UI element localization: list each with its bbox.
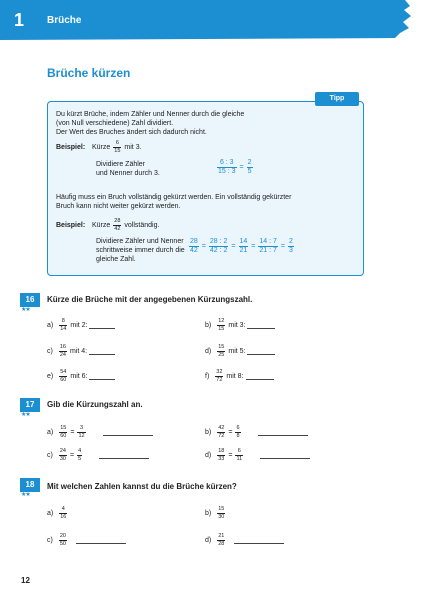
example-2-step-1: Dividiere Zähler und Nenner <box>96 238 184 245</box>
fraction <box>217 448 225 462</box>
fraction-numerator: 18 <box>218 448 225 454</box>
fraction-denominator: 15 : 3 <box>218 168 236 175</box>
fraction-numerator: 15 <box>60 425 67 431</box>
fraction-numerator: 8 <box>59 318 67 326</box>
exercise-16-item <box>205 318 275 332</box>
fraction-numerator: 4 <box>78 448 82 454</box>
fraction-denominator: 21 <box>239 247 248 254</box>
item-instruction: mit 2: <box>70 321 88 329</box>
tip-para-2-line-1: Häufig muss ein Bruch vollständig gekürzt werden. Ein vollständig gekürzter <box>56 194 292 201</box>
exercise-18-item <box>205 506 226 520</box>
fraction <box>77 448 82 462</box>
item-label: a) <box>47 509 54 517</box>
fraction-denominator: 42 <box>114 225 121 232</box>
fraction-numerator: 32 <box>216 369 223 375</box>
example-2-calculation <box>188 238 295 255</box>
item-label: e) <box>47 372 54 380</box>
fraction-numerator: 14 : 7 <box>259 238 277 245</box>
item-label: a) <box>47 321 54 329</box>
example-1-step-2: und Nenner durch 3. <box>96 170 160 177</box>
fraction <box>59 318 67 332</box>
item-label: b) <box>205 509 212 517</box>
example-1-prefix: Kürze <box>92 143 111 151</box>
example-1-result-fraction <box>247 159 253 176</box>
fraction <box>59 369 67 383</box>
fraction-denominator: 60 <box>60 432 67 439</box>
example-1-task <box>92 140 142 154</box>
tip-intro-line-1: Du kürzt Brüche, indem Zähler und Nenner durch die gleiche <box>56 111 245 118</box>
answer-line[interactable] <box>247 321 275 329</box>
fraction-numerator: 28 <box>190 238 198 245</box>
item-label: d) <box>205 536 212 544</box>
exercise-18-title: Mit welchen Zahlen kannst du die Brüche kürzen? <box>47 482 237 491</box>
item-label: d) <box>205 451 212 459</box>
tip-intro-line-3: Der Wert des Bruches ändert sich dadurch nicht. <box>56 129 207 136</box>
fraction-denominator: 50 <box>59 540 66 547</box>
fraction <box>235 425 240 439</box>
fraction-numerator: 14 <box>239 238 248 245</box>
example-2-suffix: vollständig. <box>124 221 160 229</box>
exercise-18-difficulty-stars: ★★ <box>21 492 30 498</box>
exercise-16-item <box>205 344 275 358</box>
exercise-18-number: 18 <box>20 478 40 492</box>
exercise-17-item <box>205 425 308 439</box>
item-label: c) <box>47 536 53 544</box>
chapter-header <box>0 0 412 40</box>
fraction-numerator: 24 <box>59 448 66 454</box>
fraction-denominator: 15 <box>114 147 121 154</box>
fraction <box>59 425 67 439</box>
exercise-18-item <box>47 506 68 520</box>
fraction-numerator: 12 <box>218 318 225 324</box>
example-1-label: Beispiel: <box>56 144 86 151</box>
fraction-denominator: 11 <box>236 455 243 462</box>
example-1-calculation <box>216 159 254 176</box>
item-label: b) <box>205 321 212 329</box>
answer-line[interactable] <box>234 536 284 544</box>
equals-sign: = <box>70 428 75 436</box>
fraction-numerator: 54 <box>60 369 67 375</box>
fraction-denominator: 24 <box>59 351 66 358</box>
fraction <box>77 425 85 439</box>
answer-line[interactable] <box>246 372 274 380</box>
example-2-fraction <box>113 218 121 232</box>
fraction-denominator: 14 <box>60 325 67 332</box>
equals-sign: = <box>228 428 233 436</box>
example-1-suffix: mit 3. <box>124 143 142 151</box>
fraction <box>239 238 249 255</box>
item-instruction: mit 4: <box>69 347 88 355</box>
answer-line[interactable] <box>89 372 115 380</box>
fraction-denominator: 42 <box>190 247 198 254</box>
exercise-16-item <box>47 369 115 383</box>
fraction-denominator: 21 : 7 <box>259 247 277 254</box>
chapter-number: 1 <box>14 10 25 30</box>
fraction-denominator: 8 <box>236 432 240 439</box>
fraction <box>217 344 225 358</box>
fraction <box>59 344 67 358</box>
fraction-denominator: 60 <box>60 376 67 383</box>
fraction-denominator: 5 <box>247 168 252 175</box>
fraction-numerator: 15 <box>218 344 225 350</box>
exercise-17-item <box>47 425 153 439</box>
example-2-label: Beispiel: <box>56 222 86 229</box>
example-2-step-3: gleiche Zahl. <box>96 256 136 263</box>
fraction-numerator: 6 : 3 <box>217 159 237 168</box>
item-label: b) <box>205 428 212 436</box>
fraction <box>258 238 278 255</box>
equals-sign: = <box>201 243 206 250</box>
fraction-numerator: 21 <box>218 533 225 539</box>
fraction-numerator: 4 <box>59 506 67 514</box>
fraction-numerator: 3 <box>77 425 85 433</box>
item-label: c) <box>47 347 53 355</box>
equals-sign: = <box>239 164 244 171</box>
fraction-denominator: 28 <box>218 540 225 547</box>
fraction-denominator: 15 <box>218 325 225 332</box>
exercise-17-title: Gib die Kürzungszahl an. <box>47 400 143 409</box>
exercise-16-item <box>205 369 274 383</box>
fraction <box>217 318 225 332</box>
example-2-prefix: Kürze <box>92 221 111 229</box>
example-1-step-1: Dividiere Zähler <box>96 161 146 168</box>
answer-line[interactable] <box>89 347 115 355</box>
fraction <box>189 238 199 255</box>
fraction-denominator: 5 <box>78 455 82 462</box>
answer-line[interactable] <box>76 536 126 544</box>
fraction-numerator: 2 <box>289 238 293 245</box>
fraction-denominator: 16 <box>60 513 67 520</box>
fraction <box>59 448 67 462</box>
fraction-numerator: 15 <box>218 506 225 512</box>
fraction-numerator: 2 <box>247 159 252 166</box>
example-1-calc-fraction <box>217 159 237 176</box>
fraction-numerator: 16 <box>59 344 66 350</box>
item-label: f) <box>205 372 210 380</box>
fraction <box>288 238 294 255</box>
fraction-numerator: 28 : 2 <box>209 238 228 245</box>
example-1-fraction <box>113 140 121 154</box>
fraction-denominator: 3 <box>289 247 293 254</box>
exercise-18-item <box>47 533 126 547</box>
fraction <box>217 425 225 439</box>
exercise-17-difficulty-stars: ★★ <box>21 412 30 418</box>
item-instruction: mit 6: <box>70 372 88 380</box>
equals-sign: = <box>280 243 285 250</box>
exercise-16-item <box>47 344 115 358</box>
fraction-numerator: 28 <box>114 218 121 224</box>
fraction-denominator: 72 <box>216 376 223 383</box>
fraction <box>59 506 67 520</box>
fraction-denominator: 30 <box>218 513 225 520</box>
fraction-denominator: 72 <box>218 432 225 439</box>
exercise-16-item <box>47 318 115 332</box>
answer-line[interactable] <box>247 347 275 355</box>
equals-sign: = <box>251 243 256 250</box>
fraction <box>209 238 229 255</box>
fraction <box>235 448 243 462</box>
item-label: a) <box>47 428 54 436</box>
exercise-16-difficulty-stars: ★★ <box>21 307 30 313</box>
equals-sign: = <box>228 451 233 459</box>
fraction-denominator: 42 : 2 <box>209 247 228 254</box>
item-instruction: mit 5: <box>228 347 246 355</box>
page-number: 12 <box>21 576 30 585</box>
fraction <box>217 533 225 547</box>
section-title: Brüche kürzen <box>47 66 131 80</box>
fraction <box>215 369 223 383</box>
example-2-step-2: schrittweise immer durch die <box>96 247 185 254</box>
fraction-numerator: 6 <box>236 425 240 431</box>
exercise-17-number: 17 <box>20 398 40 412</box>
exercise-16-title: Kürze die Brüche mit der angegebenen Kürzungszahl. <box>47 295 253 304</box>
tip-intro-line-2: (von Null verschiedene) Zahl dividiert. <box>56 120 174 127</box>
fraction-denominator: 30 <box>59 455 66 462</box>
tip-tag: Tipp <box>315 92 359 106</box>
example-2-task <box>92 218 159 232</box>
tip-para-2-line-2: Bruch kann nicht weiter gekürzt werden. <box>56 203 181 210</box>
equals-sign: = <box>69 451 75 459</box>
chapter-title: Brüche <box>47 15 82 26</box>
answer-line[interactable] <box>99 451 149 459</box>
exercise-16-number: 16 <box>20 293 40 307</box>
answer-line[interactable] <box>258 428 308 436</box>
item-instruction: mit 3: <box>228 321 246 329</box>
fraction-numerator: 20 <box>59 533 66 539</box>
fraction-denominator: 12 <box>78 432 85 439</box>
answer-line[interactable] <box>89 321 115 329</box>
exercise-17-item <box>47 448 149 462</box>
item-label: c) <box>47 451 53 459</box>
item-instruction: mit 8: <box>226 372 244 380</box>
exercise-18-item <box>205 533 284 547</box>
equals-sign: = <box>231 243 236 250</box>
exercise-17-item <box>205 448 310 462</box>
fraction-numerator: 6 <box>113 140 121 148</box>
fraction-numerator: 6 <box>235 448 243 456</box>
answer-line[interactable] <box>103 428 153 436</box>
fraction <box>59 533 67 547</box>
fraction-denominator: 33 <box>218 455 225 462</box>
fraction-denominator: 25 <box>218 351 225 358</box>
item-label: d) <box>205 347 212 355</box>
fraction-numerator: 42 <box>218 425 225 431</box>
answer-line[interactable] <box>260 451 310 459</box>
fraction <box>217 506 225 520</box>
